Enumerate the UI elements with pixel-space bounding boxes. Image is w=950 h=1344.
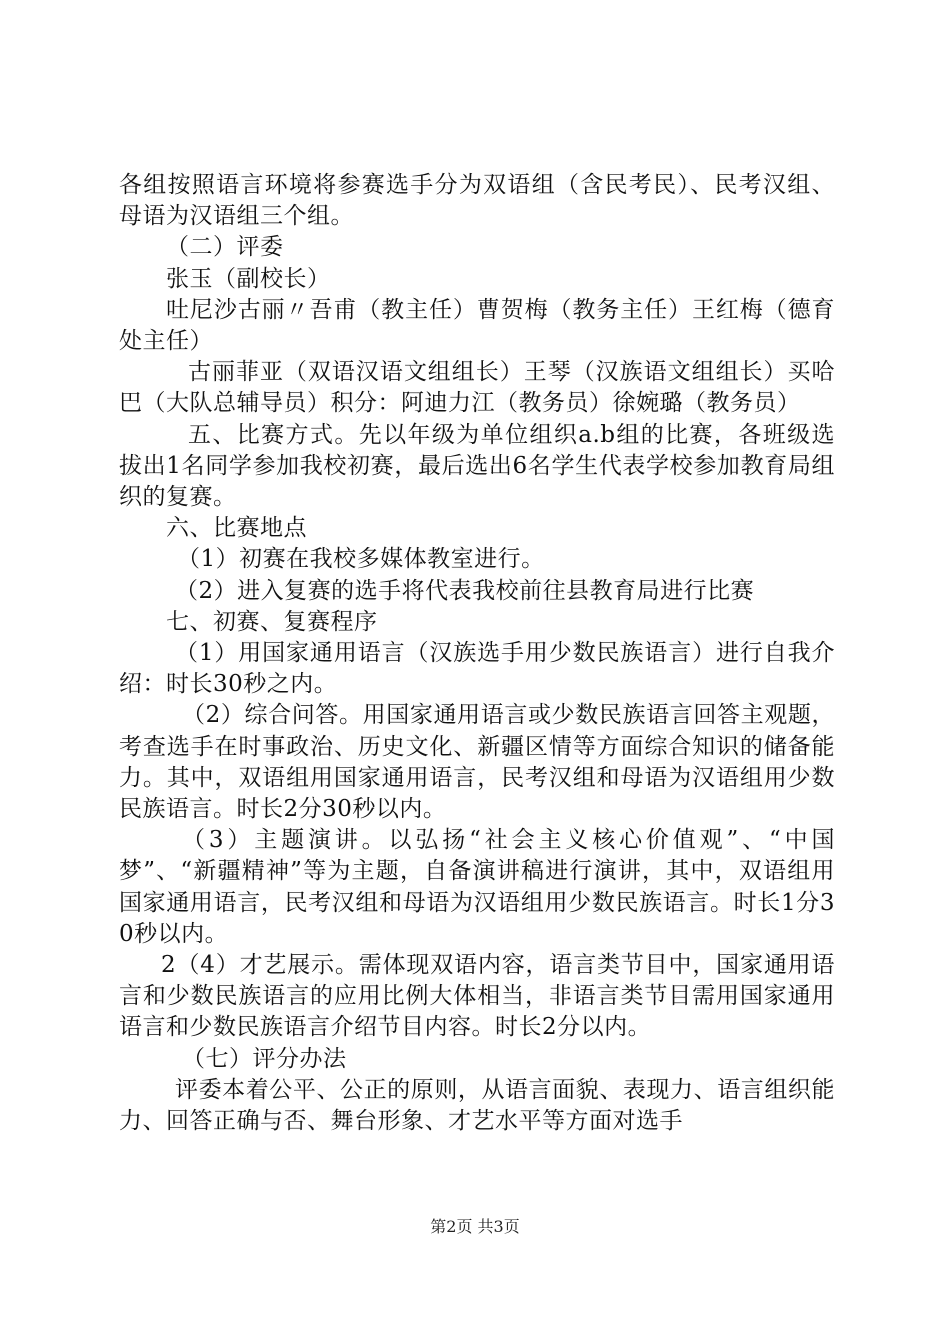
page-number-footer: 第2页 共3页 bbox=[430, 1217, 520, 1236]
document-body bbox=[119, 170, 835, 1137]
paragraph-scoring-principle: 评委本着公平、公正的原则，从语言面貌、表现力、语言组织能力、回答正确与否、舞台形象、才艺水平等方面对选手 bbox=[119, 1076, 835, 1135]
paragraph-competition-method: 五、比赛方式。先以年级为单位组织a.b组的比赛，各班级选拔出1名同学参加我校初赛，最后选出6名学生代表学校参加教育局组织的复赛。 bbox=[119, 421, 835, 511]
paragraph-judges-list-2: 古丽菲亚（双语汉语文组组长）王琴（汉族语文组组长）买哈巴（大队总辅导员）积分：阿迪力江（教务员）徐婉璐（教务员） bbox=[119, 359, 835, 417]
paragraph-venue-rematch: （2）进入复赛的选手将代表我校前往县教育局进行比赛 bbox=[175, 577, 755, 604]
heading-scoring-method: （七）评分办法 bbox=[182, 1045, 347, 1072]
paragraph-venue-preliminary: （1）初赛在我校多媒体教室进行。 bbox=[177, 546, 545, 573]
paragraph-judge-lead: 张玉（副校长） bbox=[166, 265, 331, 292]
paragraph-talent-show: 2（4）才艺展示。需体现双语内容，语言类节目中，国家通用语言和少数民族语言的应用比例大体相当，非语言类节目需用国家通用语言和少数民族语言介绍节目内容。时长2分以内。 bbox=[119, 952, 835, 1041]
paragraph-grouping: 各组按照语言环境将参赛选手分为双语组（含民考民）、民考汉组、母语为汉语组三个组。 bbox=[119, 172, 835, 230]
paragraph-theme-speech: （3）主题演讲。以弘扬“社会主义核心价值观”、“中国梦”、“新疆精神”等为主题，自备演讲稿进行演讲，其中，双语组用国家通用语言，民考汉组和母语为汉语组用少数民族语言。时长1分30秒以内。 bbox=[119, 827, 835, 947]
paragraph-judges-list-1: 吐尼沙古丽〃吾甫（教主任）曹贺梅（教务主任）王红梅（德育处主任） bbox=[119, 296, 835, 355]
paragraph-self-introduction: （1）用国家通用语言（汉族选手用少数民族语言）进行自我介绍：时长30秒之内。 bbox=[119, 640, 835, 698]
heading-competition-venue: 六、比赛地点 bbox=[166, 515, 307, 542]
heading-procedure: 七、初赛、复赛程序 bbox=[166, 608, 378, 635]
paragraph-comprehensive-qa: （2）综合问答。用国家通用语言或少数民族语言回答主观题，考查选手在时事政治、历史文化、新疆区情等方面综合知识的储备能力。其中，双语组用国家通用语言，民考汉组和母语为汉语组用少数民族语言。时长2分30秒以内。 bbox=[119, 702, 835, 823]
heading-judges: （二）评委 bbox=[166, 234, 284, 261]
